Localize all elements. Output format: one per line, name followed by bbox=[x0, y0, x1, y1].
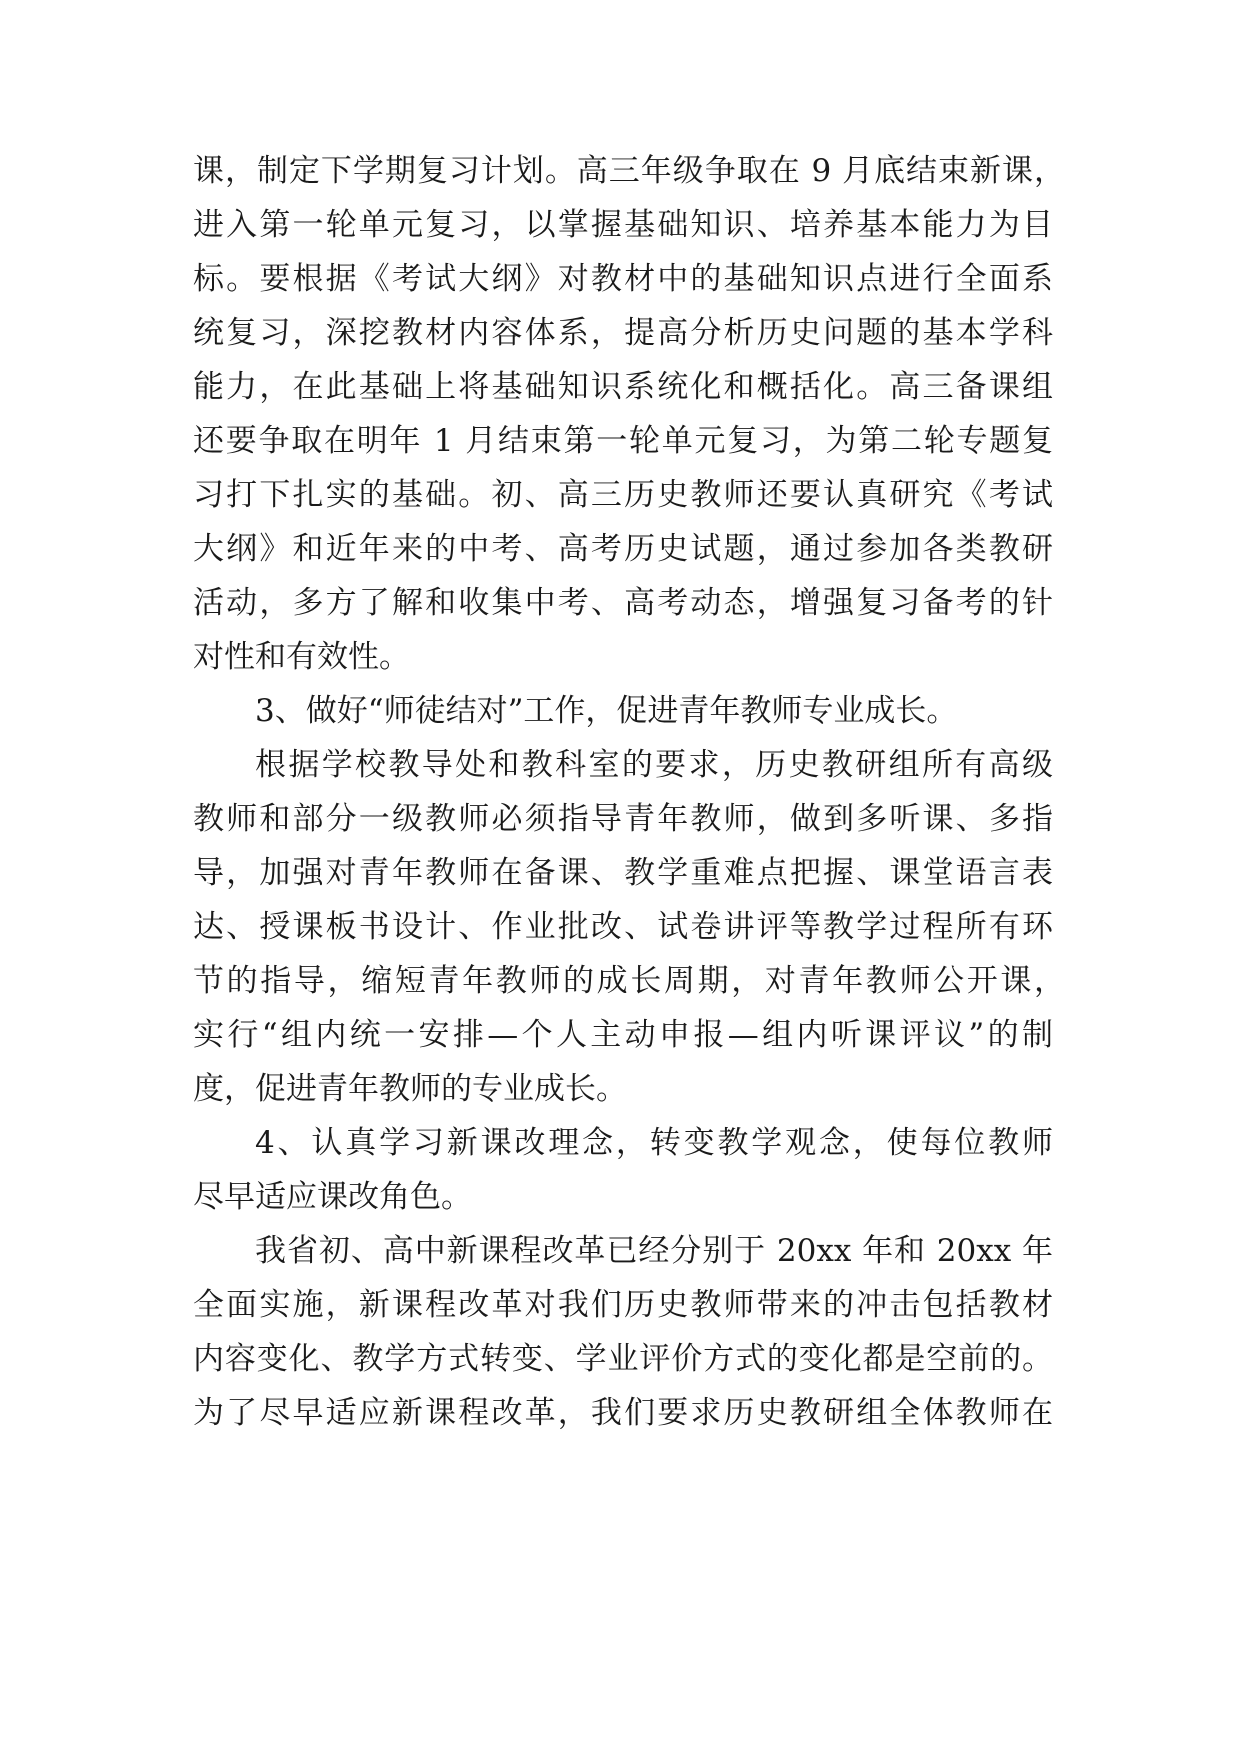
text-line-1: 课，制定下学期复习计划。高三年级争取在 9 月底结束新课， bbox=[193, 153, 1065, 189]
text-line-20: 尽早适应课改角色。 bbox=[193, 1179, 472, 1215]
text-line-16: 节的指导，缩短青年教师的成长周期，对青年教师公开课， bbox=[193, 963, 1065, 999]
text-line-21: 我省初、高中新课程改革已经分别于 20xx 年和 20xx 年 bbox=[255, 1233, 1053, 1269]
text-line-17: 实行“组内统一安排—个人主动申报—组内听课评议”的制 bbox=[193, 1017, 1053, 1053]
section-heading-4: 4、认真学习新课改理念，转变教学观念，使每位教师 bbox=[255, 1125, 1053, 1161]
section-heading-3: 3、做好“师徒结对”工作，促进青年教师专业成长。 bbox=[255, 693, 958, 729]
text-line-15: 达、授课板书设计、作业批改、试卷讲评等教学过程所有环 bbox=[193, 909, 1053, 945]
text-line-14: 导，加强对青年教师在备课、教学重难点把握、课堂语言表 bbox=[193, 855, 1053, 891]
text-line-13: 教师和部分一级教师必须指导青年教师，做到多听课、多指 bbox=[193, 801, 1053, 837]
text-line-3: 标。要根据《考试大纲》对教材中的基础知识点进行全面系 bbox=[193, 261, 1053, 297]
text-line-22: 全面实施，新课程改革对我们历史教师带来的冲击包括教材 bbox=[193, 1287, 1053, 1323]
text-line-2: 进入第一轮单元复习，以掌握基础知识、培养基本能力为目 bbox=[193, 207, 1053, 243]
text-line-24: 为了尽早适应新课程改革，我们要求历史教研组全体教师在 bbox=[193, 1395, 1053, 1431]
text-line-10: 对性和有效性。 bbox=[193, 639, 410, 675]
text-line-12: 根据学校教导处和教科室的要求，历史教研组所有高级 bbox=[255, 747, 1053, 783]
text-line-8: 大纲》和近年来的中考、高考历史试题，通过参加各类教研 bbox=[193, 531, 1053, 567]
text-line-7: 习打下扎实的基础。初、高三历史教师还要认真研究《考试 bbox=[193, 477, 1053, 513]
text-line-5: 能力，在此基础上将基础知识系统化和概括化。高三备课组 bbox=[193, 369, 1053, 405]
text-line-4: 统复习，深挖教材内容体系，提高分析历史问题的基本学科 bbox=[193, 315, 1053, 351]
text-line-18: 度，促进青年教师的专业成长。 bbox=[193, 1071, 627, 1107]
text-line-6: 还要争取在明年 1 月结束第一轮单元复习，为第二轮专题复 bbox=[193, 423, 1053, 459]
text-line-9: 活动，多方了解和收集中考、高考动态，增强复习备考的针 bbox=[193, 585, 1053, 621]
text-line-23: 内容变化、教学方式转变、学业评价方式的变化都是空前的。 bbox=[193, 1341, 1053, 1377]
